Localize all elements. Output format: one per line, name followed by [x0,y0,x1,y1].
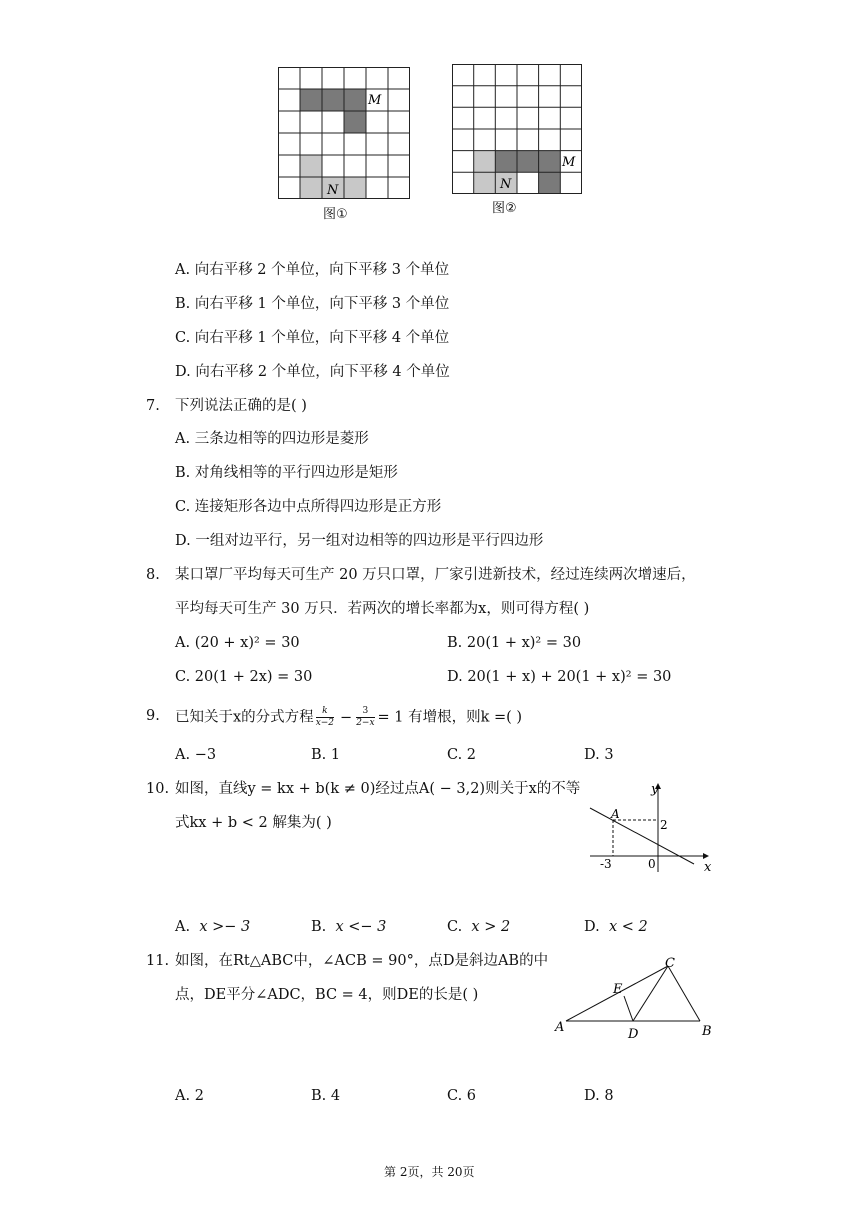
q10-option-c: C. x > 2 [447,919,511,935]
label-a: A [611,807,620,821]
label-m2: M [562,155,576,170]
q10-stem-line2: 式kx + b < 2 解集为( ) [175,815,332,831]
q6-option-a: A. 向右平移 2 个单位，向下平移 3 个单位 [175,262,450,278]
label-a: A [555,1020,565,1035]
q8-option-d: D. 20(1 + x) + 20(1 + x)² = 30 [447,669,672,685]
q7-stem: 下列说法正确的是( ) [175,398,307,414]
q11-option-b: B. 4 [311,1088,341,1104]
q11-stem-line1: 如图，在Rt△ABC中，∠ACB = 90°，点D是斜边AB的中 [175,953,549,969]
segment-de [624,996,633,1021]
q11-option-d: D. 8 [584,1088,614,1104]
q8-stem-line1: 某口罩厂平均每天可生产 20 万只口罩，厂家引进新技术，经过连续两次增速后， [175,567,696,583]
q11-figure-svg [552,952,720,1042]
figure-1-caption: 图① [323,207,348,222]
q9-option-a: A. −3 [175,747,217,763]
grid-figure-1-svg [278,67,410,199]
q10-figure-svg [588,778,718,874]
q8-stem-line2: 平均每天可生产 30 万只．若两次的增长率都为x，则可得方程( ) [175,601,590,617]
q11-option-a: A. 2 [175,1088,204,1104]
grid-figure-1 [278,67,410,203]
shape-m [300,89,366,111]
q10-stem-line1: 如图，直线y = kx + b(k ≠ 0)经过点A( − 3,2)则关于x的不等 [175,781,581,797]
grid-figure-2-svg [452,64,582,194]
q6-option-c: C. 向右平移 1 个单位，向下平移 4 个单位 [175,330,450,346]
q11-figure [552,952,720,1046]
q10-option-d: D. x < 2 [584,919,648,935]
label-x: x [704,860,712,874]
label-y: y [651,782,659,797]
q7-option-c: C. 连接矩形各边中点所得四边形是正方形 [175,499,442,515]
q9-fraction-1: $\frac{k}{x-2}$ [315,706,335,728]
shape-m2-tail [539,173,561,195]
label-b: B [702,1024,712,1039]
q7-option-b: B. 对角线相等的平行四边形是矩形 [175,465,398,481]
page-footer: 第 2页，共 20页 [384,1165,475,1179]
shape-m2 [495,151,560,173]
label-neg3: -3 [600,857,612,871]
q10-option-b: B. x <− 3 [311,919,387,935]
label-e: E [613,982,623,997]
segment-cb [668,966,700,1021]
q10-figure [588,778,718,878]
q9-number: 9. [146,708,160,724]
q11-number: 11. [146,953,170,969]
label-c: C [665,956,675,971]
q7-number: 7. [146,398,160,414]
segment-dc [633,966,668,1021]
q9-option-b: B. 1 [311,747,341,763]
q8-option-b: B. 20(1 + x)² = 30 [447,635,582,651]
q7-option-d: D. 一组对边平行，另一组对边相等的四边形是平行四边形 [175,533,544,549]
label-d: D [628,1027,639,1042]
figure-2-caption: 图② [492,201,517,216]
label-n2: N [500,177,512,192]
q7-option-a: A. 三条边相等的四边形是菱形 [175,431,369,447]
q9-stem: 已知关于x的分式方程 $\frac{k}{x-2}$ − $\frac{3}{2-x}$ = 1 有增根，则k =( ) [175,706,523,728]
q9-option-d: D. 3 [584,747,614,763]
shape-m-tail [344,111,366,133]
q9-option-c: C. 2 [447,747,477,763]
grid-figure-2 [452,64,582,198]
q10-option-a: A. x >− 3 [175,919,251,935]
q8-option-a: A. (20 + x)² = 30 [175,635,300,651]
q6-option-b: B. 向右平移 1 个单位，向下平移 3 个单位 [175,296,450,312]
q6-option-d: D. 向右平移 2 个单位，向下平移 4 个单位 [175,364,450,380]
label-origin: 0 [648,857,656,871]
q11-stem-line2: 点，DE平分∠ADC，BC = 4，则DE的长是( ) [175,987,479,1003]
label-m: M [368,93,382,108]
label-two: 2 [660,818,668,832]
label-n: N [327,183,339,198]
q8-option-c: C. 20(1 + 2x) = 30 [175,669,313,685]
q10-number: 10. [146,781,170,797]
q8-number: 8. [146,567,160,583]
q9-fraction-2: $\frac{3}{2-x}$ [356,706,375,728]
q11-option-c: C. 6 [447,1088,477,1104]
